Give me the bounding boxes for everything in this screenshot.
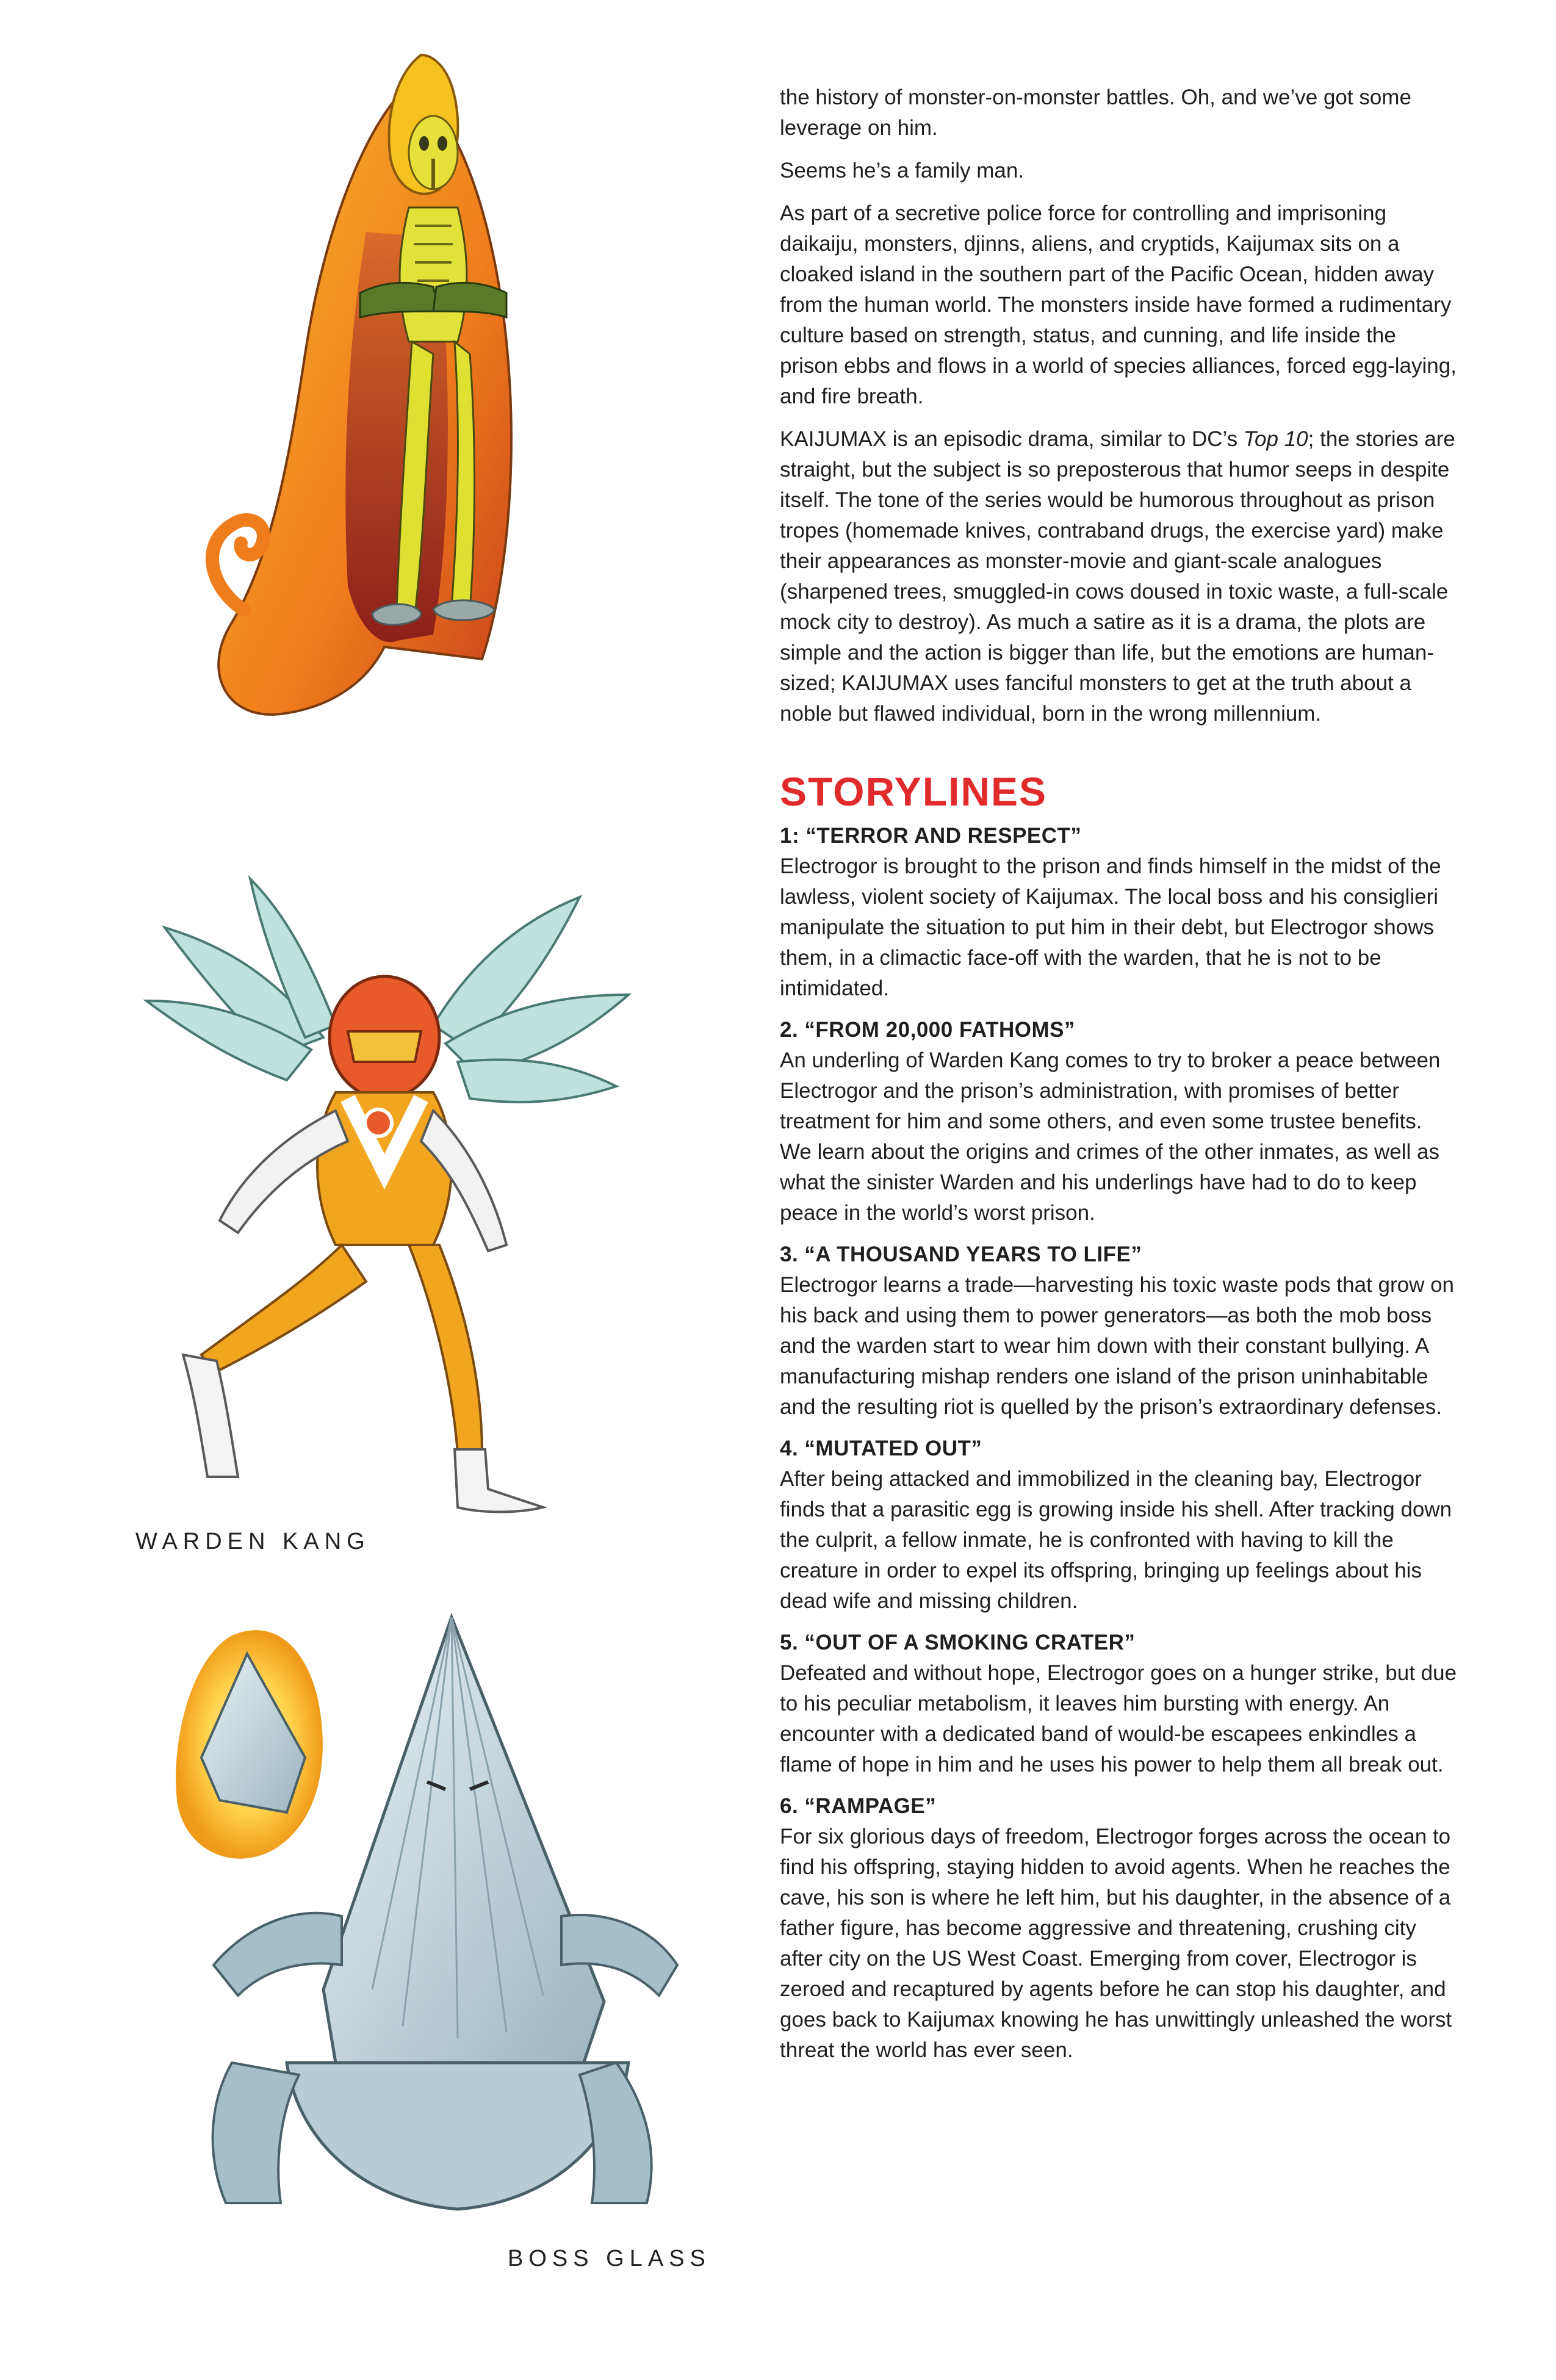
storyline-text: Defeated and without hope, Electrogor goes on a hunger strike, but due to his peculiar metabolism, it leaves him bursting with energy. An encounter with a dedicated band of would-be escapees enkindles a flame of hope in him and he uses his power to help them all break out. bbox=[780, 1661, 1457, 1776]
storyline-4 bbox=[780, 1433, 1457, 1617]
storyline-title: 6. “RAMPAGE” bbox=[780, 1794, 937, 1818]
storyline-text: After being attacked and immobilized in the cleaning bay, Electrogor finds that a parasitic egg is growing inside his shell. After tracking down the culprit, a fellow inmate, he is confronted with having to kill the creature in order to expel its offspring, bringing up feelings about his dead wife and missing children. bbox=[780, 1467, 1452, 1613]
intro-paragraph-3: As part of a secretive police force for controlling and imprisoning daikaiju, monsters, djinns, aliens, and cryptids, Kaijumax sits on a cloaked island in the southern part of the Pacific Ocean, hidden away from the human world. The monsters inside have formed a rudimentary culture based on strength, status, and cunning, and life inside the prison ebbs and flows in a world of species alliances, forced egg-laying, and fire breath. bbox=[780, 201, 1457, 408]
storyline-text: Electrogor is brought to the prison and finds himself in the midst of the lawless, violent society of Kaijumax. The local boss and his consiglieri manipulate the situation to put him in their debt, but Electrogor shows them, in a climactic face-off with the warden, that he is not to be intimidated. bbox=[780, 854, 1441, 1000]
storyline-5 bbox=[780, 1628, 1457, 1780]
storyline-3 bbox=[780, 1239, 1457, 1423]
intro-paragraph-4-end: ; the stories are straight, but the subject is so preposterous that humor seeps in despite itself. The tone of the series would be humorous throughout as prison tropes (homemade knives, contraband drugs, the exercise yard) make their appearances as monster-movie and giant-scale analogues (sharpened trees, smuggled-in cows doused in toxic waste, a full-scale mock city to destroy). As much a satire as it is a drama, the plots are simple and the action is bigger than life, but the emotions are human-sized; KAIJUMAX uses fanciful monsters to get at the truth about a noble but flawed individual, born in the wrong millennium. bbox=[780, 427, 1455, 726]
storyline-6 bbox=[780, 1791, 1457, 2066]
storyline-title: 4. “MUTATED OUT” bbox=[780, 1437, 982, 1460]
caption-boss-glass: BOSS GLASS bbox=[508, 2246, 711, 2271]
storyline-title: 1: “TERROR AND RESPECT” bbox=[780, 824, 1082, 848]
caption-warden-kang: WARDEN KANG bbox=[135, 1529, 370, 1554]
intro-paragraph-4 bbox=[780, 424, 1457, 729]
storylines-heading: STORYLINES bbox=[780, 769, 1048, 814]
cloaked-alien-illustration bbox=[165, 37, 714, 799]
intro-paragraph-2: Seems he’s a family man. bbox=[780, 159, 1025, 182]
storyline-title: 5. “OUT OF A SMOKING CRATER” bbox=[780, 1631, 1136, 1654]
text-column bbox=[780, 82, 1457, 2077]
storyline-title: 2. “FROM 20,000 FATHOMS” bbox=[780, 1018, 1075, 1042]
storyline-text: An underling of Warden Kang comes to try to broker a peace between Electrogor and the prison’s administration, with promises of better treatment for him and some others, and even some trustee benefits. We learn about the origins and crimes of the other inmates, as well as what the sinister Warden and his underlings have had to do to keep peace in the world’s worst prison. bbox=[780, 1048, 1441, 1225]
intro-paragraph-4-start: KAIJUMAX is an episodic drama, similar to DC’s bbox=[780, 427, 1244, 451]
storyline-2 bbox=[780, 1015, 1457, 1228]
storyline-text: Electrogor learns a trade—harvesting his toxic waste pods that grow on his back and using them to power generators—as both the mob boss and the warden start to wear him down with their constant bullying. A manufacturing mishap renders one island of the prison uninhabitable and the resulting riot is quelled by the prison’s extraordinary defenses. bbox=[780, 1273, 1455, 1419]
warden-kang-illustration bbox=[92, 854, 702, 1556]
boss-glass-illustration bbox=[140, 1599, 738, 2246]
storyline-1 bbox=[780, 821, 1457, 1004]
storyline-title: 3. “A THOUSAND YEARS TO LIFE” bbox=[780, 1242, 1142, 1266]
intro-paragraph-1: the history of monster-on-monster battles. Oh, and we’ve got some leverage on him. bbox=[780, 85, 1411, 140]
storyline-text: For six glorious days of freedom, Electrogor forges across the ocean to find his offspring, staying hidden to avoid agents. When he reaches the cave, his son is where he left him, but his daughter, in the absence of a father figure, has become aggressive and threatening, crushing city after city on the US West Coast. Emerging from cover, Electrogor is zeroed and recaptured by agents before he can stop his daughter, and goes back to Kaijumax knowing he has unwittingly unleashed the worst threat the world has ever seen. bbox=[780, 1825, 1452, 2062]
intro-top10-italic: Top 10 bbox=[1243, 427, 1308, 451]
